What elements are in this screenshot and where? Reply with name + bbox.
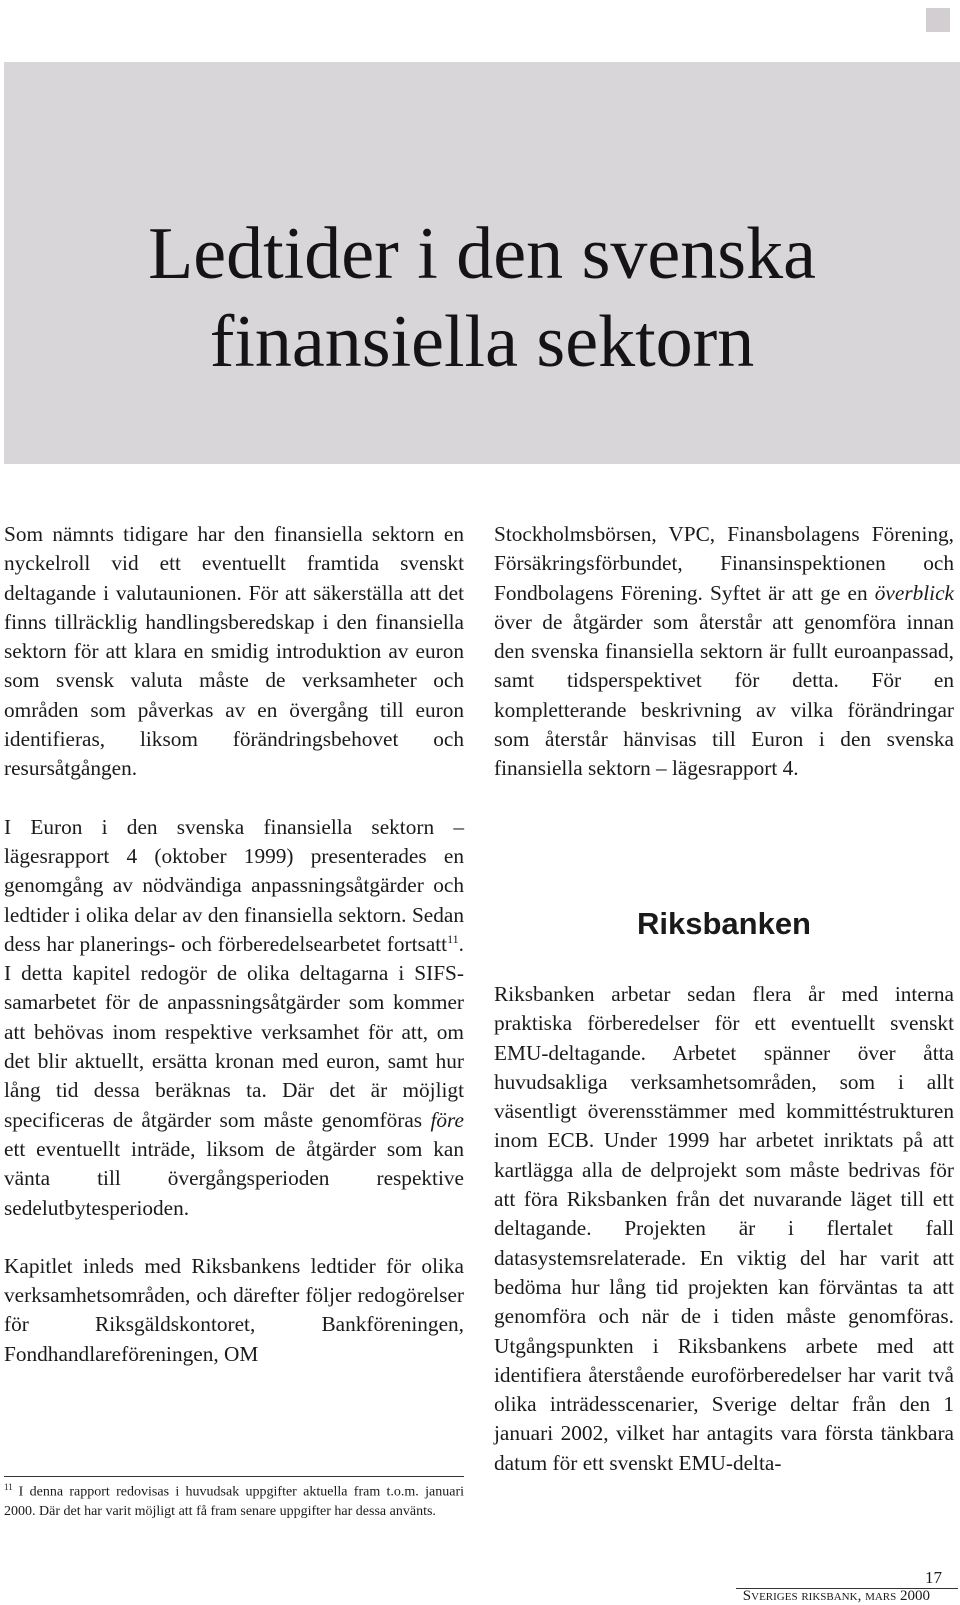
report-paragraph-text-1: I Euron i den svenska finansiella sektorn – lägesrapport 4 (oktober 1999) presenterades en genomgång av nödvändiga anpassningsåtgärder och ledtider i olika delar av den finansiella sektorn. Sedan dess har planerings- och förberedelsearbetet fortsatt [4,814,464,956]
continuation-paragraph [494,520,954,784]
footnote-divider [4,1476,464,1477]
corner-tab-marker [926,8,950,32]
report-paragraph-text-2: . I detta kapitel redogör de olika deltagarna i SIFS-samarbetet för de anpassningsåtgärder som kommer att behövas inom respektive verksamhet för att, om det blir aktuellt, ersätta kronan med euron, samt hur lång tid dessa beräknas ta. Där det är möjligt specificeras de åtgärder som måste genomföras [4,931,464,1132]
intro-paragraph: Som nämnts tidigare har den finansiella sektorn en nyckelroll vid ett eventuellt framtida svenskt deltagande i valutaunionen. För att säkerställa att det finns tillräcklig handlingsberedskap i den finansiella sektorn för att klara en smidig introduktion av euron som svensk valuta måste de verksamheter och områden som påverkas av en övergång till euron identifieras, liksom förändringsbehovet och resursåtgången. [4,522,464,781]
footnote-number: 11 [4,1482,13,1492]
page-title [4,210,960,386]
riksbanken-paragraph: Riksbanken arbetar sedan flera år med interna praktiska förberedelser för ett eventuellt svenskt EMU-deltagande. Arbetet spänner över åtta huvudsakliga verksamhetsområden, som i allt väsentligt överensstämmer med kommittéstrukturen inom ECB. Under 1999 har arbetet inriktats på att kartlägga alla de delprojekt som måste bedrivas för att föra Riksbanken från det nuvarande läget till ett deltagande. Projekten är i flertalet fall datasystemsrelaterade. En viktig del har varit att bedöma hur lång tid projekten kan förväntas ta att genomföra och när de i tiden måste genomföras. Utgångspunkten i Riksbankens arbete med att identifiera återstående euroförberedelser har varit två olika inträdesscenarier, Sverige deltar från den 1 januari 2002, vilket har antagits vara första tänkbara datum för ett svenskt EMU-delta- [494,982,954,1475]
report-paragraph [4,813,464,1223]
continuation-text-1: Stockholmsbörsen, VPC, Finansbolagens Förening, Försäkringsförbundet, Finansinspektionen och Fondbolagens Förening. Syftet är att ge en [494,522,954,605]
riksbanken-section [494,980,954,1478]
footnote-text: I denna rapport redovisas i huvudsak uppgifter aktuella fram t.o.m. januari 2000. Där det har varit möjligt att få fram senare uppgifter har dessa använts. [4,1484,464,1519]
page-title-line-1: Ledtider i den svenska [148,213,816,295]
emphasis-fore: före [430,1107,464,1132]
right-column [494,520,954,784]
page-title-line-2: finansiella sektorn [209,301,755,383]
section-heading-riksbanken: Riksbanken [636,906,811,941]
page-number: 17 [925,1568,942,1587]
continuation-text-2: över de åtgärder som återstår att genomföra innan den svenska finansiella sektorn är fullt euroanpassad, samt tidsperspektivet för detta. För en kompletterande beskrivning av vilka förändringar som återstår hänvisas till Euron i den svenska finansiella sektorn – lägesrapport 4. [494,609,954,781]
riksbanken-heading-wrap [494,906,954,942]
footnote [4,1478,464,1521]
report-paragraph-text-3: ett eventuellt inträde, liksom de åtgärder som kan vänta till övergångsperioden respektive sedelutbytesperioden. [4,1136,464,1220]
title-banner [4,62,960,464]
emphasis-overblick: överblick [874,580,954,605]
publication-footer: Sveriges riksbank, mars 2000 [742,1588,930,1604]
footnote-reference[interactable]: 11 [447,931,459,946]
left-column [4,520,464,1369]
chapter-outline-paragraph: Kapitlet inleds med Riksbankens ledtider för olika verksamhetsområden, och därefter följer redogörelser för Riksgäldskontoret, Bankföreningen, Fondhandlareföreningen, OM [4,1253,464,1366]
